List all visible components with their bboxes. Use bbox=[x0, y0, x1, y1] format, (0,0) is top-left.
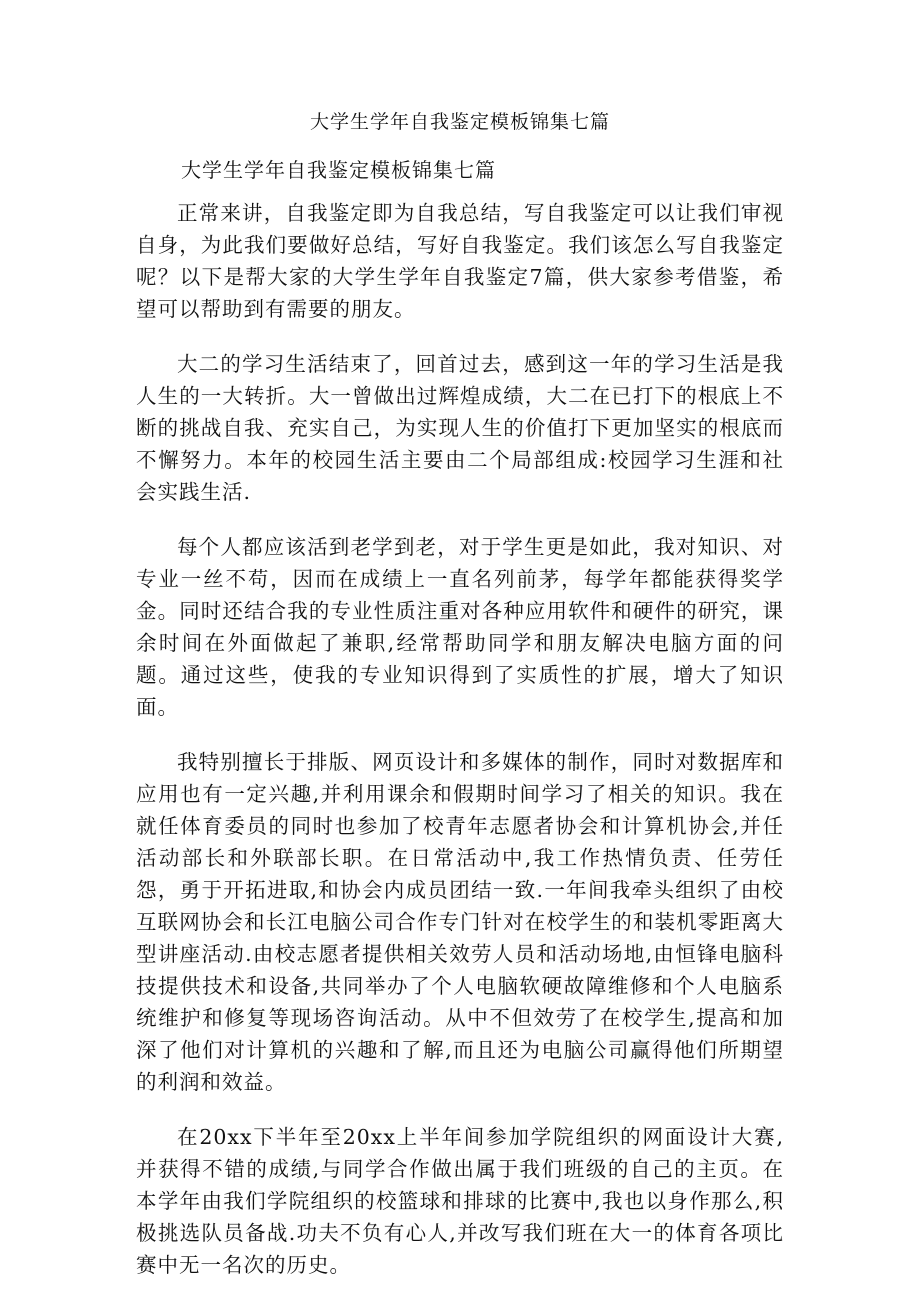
document-body bbox=[136, 197, 784, 1304]
paragraph-study: 每个人都应该活到老学到老，对于学生更是如此，我对知识、对专业一丝不苟，因而在成绩上一直名列前茅，每学年都能获得奖学金。同时还结合我的专业性质注重对各种应用软件和硬件的研究，课余时间在外面做起了兼职,经常帮助同学和朋友解决电脑方面的问题。通过这些，使我的专业知识得到了实质性的扩展，增大了知识面。 bbox=[136, 535, 784, 719]
paragraph-competition: 在20xx下半年至20xx上半年间参加学院组织的网面设计大赛,并获得不错的成绩,与同学合作做出属于我们班级的自己的主页。在本学年由我们学院组织的校篮球和排球的比赛中,我也以身作那么,积极挑选队员备战.功夫不负有心人,并改写我们班在大一的体育各项比赛中无一名次的历史。 bbox=[136, 1125, 784, 1277]
document-title: 大学生学年自我鉴定模板锦集七篇 bbox=[309, 111, 610, 133]
document-subtitle: 大学生学年自我鉴定模板锦集七篇 bbox=[181, 158, 496, 182]
paragraph-intro: 正常来讲，自我鉴定即为自我总结，写自我鉴定可以让我们审视自身，为此我们要做好总结，写好自我鉴定。我们该怎么写自我鉴定呢？以下是帮大家的大学生学年自我鉴定7篇，供大家参考借鉴，希望可以帮助到有需要的朋友。 bbox=[136, 201, 784, 321]
paragraph-second-year: 大二的学习生活结束了，回首过去，感到这一年的学习生活是我人生的一大转折。大一曾做出过辉煌成绩，大二在已打下的根底上不断的挑战自我、充实自己，为实现人生的价值打下更加坚实的根底而不懈努力。本年的校园生活主要由二个局部组成:校园学习生涯和社会实践生活. bbox=[136, 352, 784, 504]
paragraph-activities: 我特别擅长于排版、网页设计和多媒体的制作，同时对数据库和应用也有一定兴趣,并利用课余和假期时间学习了相关的知识。我在就任体育委员的同时也参加了校青年志愿者协会和计算机协会,并任活动部长和外联部长职。在日常活动中,我工作热情负责、任劳任怨，勇于开拓进取,和协会内成员团结一致.一年间我牵头组织了由校互联网协会和长江电脑公司合作专门针对在校学生的和装机零距离大型讲座活动.由校志愿者提供相关效劳人员和活动场地,由恒锋电脑科技提供技术和设备,共同举办了个人电脑软硬故障维修和个人电脑系统维护和修复等现场咨询活动。从中不但效劳了在校学生,提高和加深了他们对计算机的兴趣和了解,而且还为电脑公司赢得他们所期望的利润和效益。 bbox=[136, 750, 784, 1094]
